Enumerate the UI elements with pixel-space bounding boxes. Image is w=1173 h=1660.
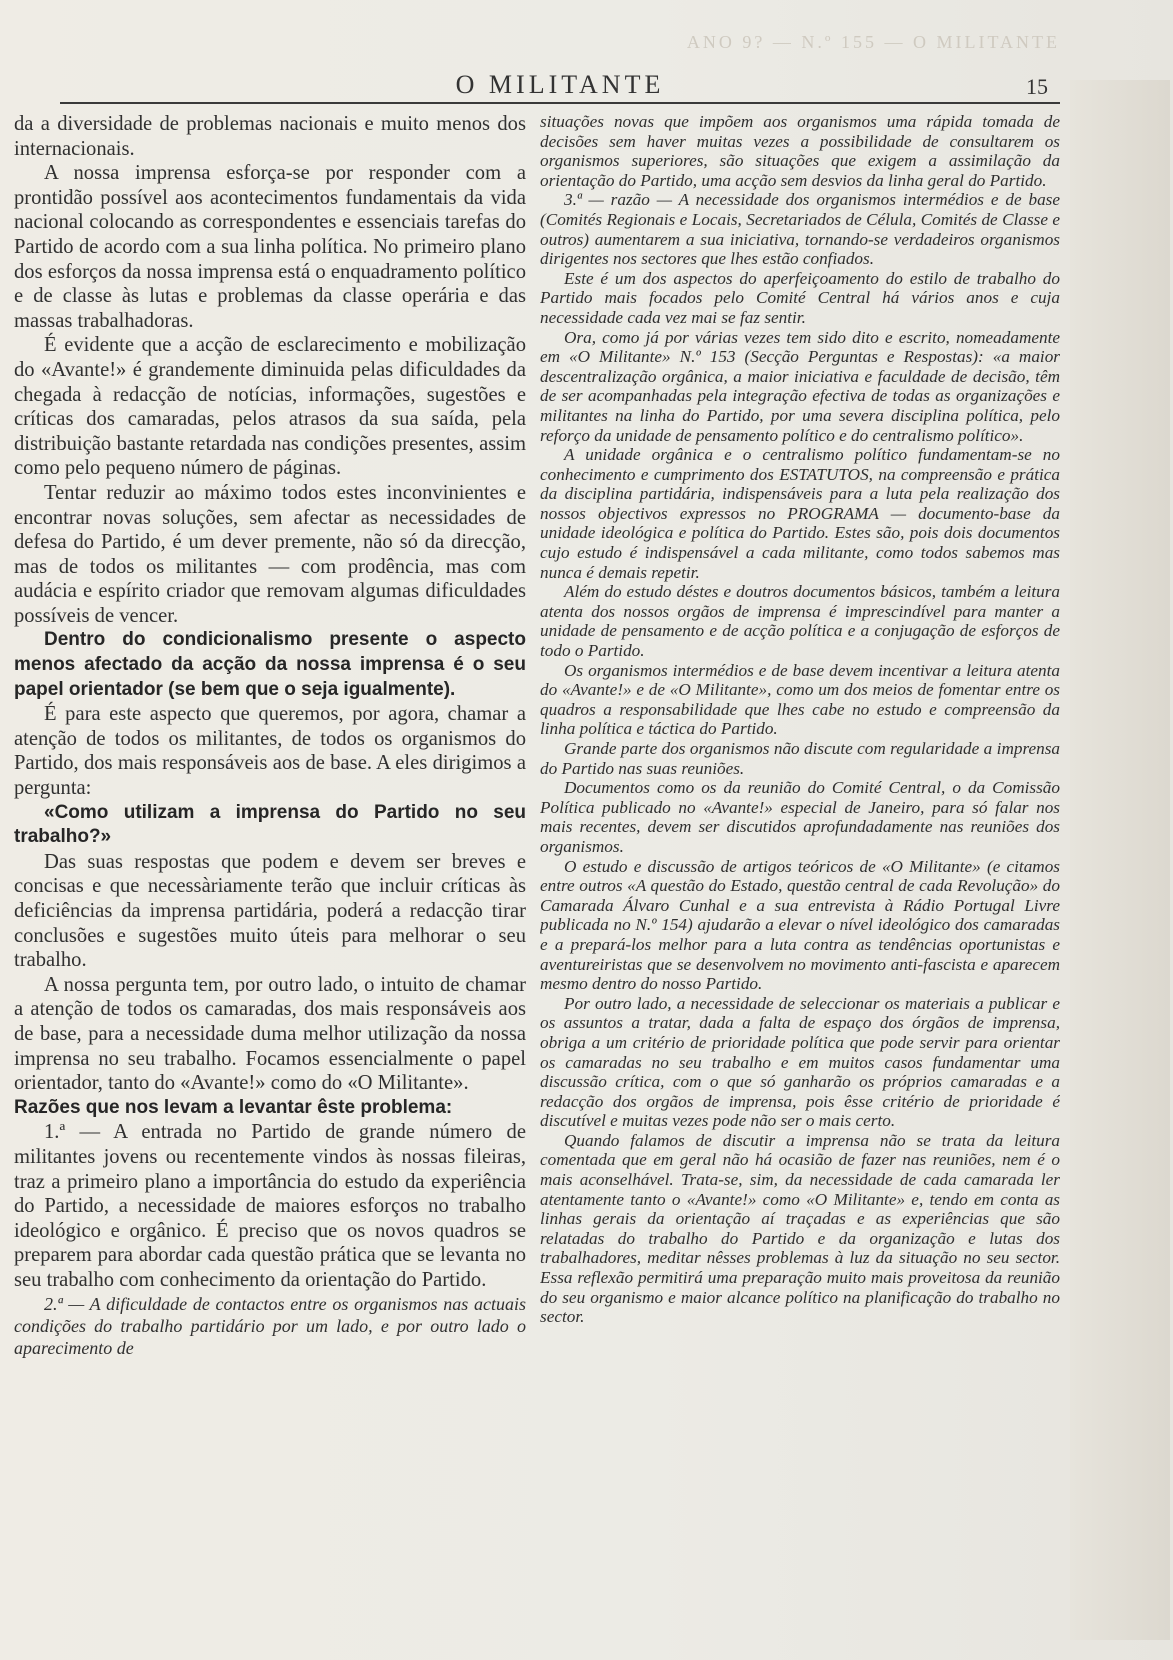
page-number: 15 (1026, 74, 1048, 99)
paragraph: Os organismos intermédios e de base devem incentivar a leitura atenta do «Avante!» e de «O Militante», como um dos meios de fomentar entre os quadros a responsabilidade que lhes cabe no estudo e compreensão da linha política e táctica do Partido. (540, 660, 1060, 739)
paragraph: da a diversidade de problemas nacionais e muito menos dos internacionais. (14, 113, 526, 160)
paragraph-italic: 2.ª — A dificuldade de contactos entre os organismos nas actuais condições do trabalho partidário por um lado, e por outro lado o aparecimento de (14, 1293, 526, 1358)
paragraph: Tentar reduzir ao máximo todos estes inconvinientes e encontrar novas soluções, sem afectar as necessidades de defesa do Partido, é um dever premente, não só da direcção, mas de todos os militantes — com prodência, mas com audácia e espírito criador que removam algumas dificuldades possíveis de vencer. (14, 481, 526, 627)
paragraph: Das suas respostas que podem e devem ser breves e concisas e que necessàriamente terão que incluir críticas às deficiências da imprensa partidária, poderá a redacção tirar conclusões e sugestões muito úteis para melhorar o seu trabalho. (14, 850, 526, 972)
paragraph: Ora, como já por várias vezes tem sido dito e escrito, nomeadamente em «O Militante» N.º 153 (Secção Perguntas e Respostas): «a maior descentralização orgânica, a maior iniciativa e faculdade de decisão, têm de ser acompanhadas pela integração efectiva de todas as organizações e militantes na linha do Partido, por uma severa disciplina política, pelo reforço da unidade de pensamento político e do centralismo político». (540, 327, 1060, 445)
section-heading: Razões que nos levam a levantar êste problema: (14, 1096, 453, 1118)
paragraph: 1.ª — A entrada no Partido de grande número de militantes jovens ou recentemente vindos às nossas fileiras, traz a primeiro plano a importância do estudo da experiência do Partido, a necessidade de maiores esforços no trabalho ideológico e orgânico. É preciso que os novos quadros se preparem para abordar cada questão prática que se levanta no seu trabalho com conhecimento da orientação do Partido. (14, 1121, 526, 1291)
bleed-through-text: ANO 9? — N.º 155 — O MILITANTE (686, 32, 1060, 52)
paragraph: 3.ª — razão — A necessidade dos organismos intermédios e de base (Comités Regionais e Locais, Secretariados de Célula, Comités de Classe e outros) aumentarem a sua iniciativa, tornando-se verdadeiros organismos dirigentes nos sectores que lhes estão confiados. (540, 190, 1060, 269)
paragraph-bold: Dentro do condicionalismo presente o aspecto menos afectado da acção da nossa imprensa é o seu papel orientador (se bem que o seja igualmente). (14, 629, 526, 700)
paragraph: A nossa imprensa esforça-se por responder com a prontidão possível aos acontecimentos fundamentais da vida nacional colocando as correspondentes e essenciais tarefas do Partido de acordo com a sua linha política. No primeiro plano dos esforços da nossa imprensa está o enquadramento político e de classe às lutas e problemas da classe operária e das massas trabalhadoras. (14, 162, 526, 332)
paragraph: A nossa pergunta tem, por outro lado, o intuito de chamar a atenção de todos os camaradas, dos mais responsáveis aos de base, para a necessidade duma melhor utilização da nossa imprensa no seu trabalho. Focamos essencialmente o papel orientador, tanto do «Avante!» como do «O Militante». (14, 973, 526, 1095)
publication-title: O MILITANTE (455, 70, 665, 99)
left-column (14, 112, 526, 1652)
question-heading: «Como utilizam a imprensa do Partido no seu trabalho?» (14, 801, 526, 848)
paragraph: Além do estudo déstes e doutros documentos básicos, também a leitura atenta dos nossos orgãos de imprensa é imprescindível para manter a unidade de pensamento e de acção política e a conjugação de esforços de todo o Partido. (540, 582, 1060, 661)
paragraph: É evidente que a acção de esclarecimento e mobilização do «Avante!» é grandemente diminuida pelas dificuldades da chegada à redacção de notícias, informações, sugestões e críticas dos camaradas, pelos atrasos da sua saída, pela distribuição bastante retardada nas condições presentes, assim como pelo pequeno número de páginas. (14, 334, 526, 480)
paragraph: É para este aspecto que queremos, por agora, chamar a atenção de todos os militantes, de todos os organismos do Partido, dos mais responsáveis aos de base. A eles dirigimos a pergunta: (14, 703, 526, 800)
paragraph: Quando falamos de discutir a imprensa não se trata da leitura comentada que em geral não há ocasião de fazer nas reuniões, nem é o mais aconselhável. Trata-se, sim, da necessidade de cada camarada ler atentamente tanto o «Avante!» como «O Militante» e, tendo em conta as linhas gerais da orientação aí traçadas e as experiências que são relatadas do trabalho do Partido e da organização e lutas dos trabalhadores, meditar nêsses problemas à luz da situação no seu sector. Essa reflexão permitirá uma preparação muito mais proveitosa da reunião do seu organismo e maior alcance político na planificação do trabalho no sector. (540, 1130, 1060, 1327)
paragraph: Documentos como os da reunião do Comité Central, o da Comissão Política publicado no «Avante!» especial de Janeiro, para só falar nos mais recentes, devem ser discutidos aprofundadamente nas reuniões dos organismos. (540, 778, 1060, 856)
paragraph: situações novas que impõem aos organismos uma rápida tomada de decisões sem haver muitas vezes a possibilidade de consultarem os organismos superiores, são situações que exigem a assimilação da orientação do Partido, uma acção sem desvios da linha geral do Partido. (540, 112, 1060, 190)
paragraph: Por outro lado, a necessidade de seleccionar os materiais a publicar e os assuntos a tratar, dada a falta de espaço dos órgãos de imprensa, obriga a um critério de prioridade política que pode servir para orientar os camaradas no seu trabalho e em muitos casos fundamentar uma discussão crítica, com o que só ganharão os próprios camaradas e a redacção dos orgãos de imprensa, pois êsse critério de prioridade é discutível e muitas vezes pode não ser o mais certo. (540, 993, 1060, 1131)
paragraph: A unidade orgânica e o centralismo político fundamentam-se no conhecimento e cumprimento dos ESTATUTOS, na compreensão e prática da disciplina partidária, indispensáveis para a luta pela realização dos nossos objectivos expressos no PROGRAMA — documento-base da unidade ideológica e política do Partido. Estes são, pois dois documentos cujo estudo é indispensável a cada militante, como todos sabemos mas nunca é demais repetir. (540, 445, 1060, 582)
paragraph: Grande parte dos organismos não discute com regularidade a imprensa do Partido nas suas reuniões. (540, 739, 1060, 778)
paragraph: Este é um dos aspectos do aperfeiçoamento do estilo de trabalho do Partido mais focados pelo Comité Central há vários anos e cuja necessidade cada vez mai se faz sentir. (540, 268, 1060, 327)
adjacent-page-edge (1070, 80, 1170, 1640)
right-column (540, 112, 1060, 1652)
page-header (60, 32, 1060, 104)
paragraph: O estudo e discussão de artigos teóricos de «O Militante» (e citamos entre outros «A questão do Estado, questão central de cada Revolução» do Camarada Álvaro Cunhal e a sua entrevista à Rádio Portugal Livre publicada no N.º 154) ajudarão a elevar o nível ideológico dos camaradas e a prepará-los melhor para a luta contra as tendências oportunistas e aventureiristas que se desenvolvem no movimento anti-fascista e aparecem mesmo dentro do nosso Partido. (540, 856, 1060, 994)
